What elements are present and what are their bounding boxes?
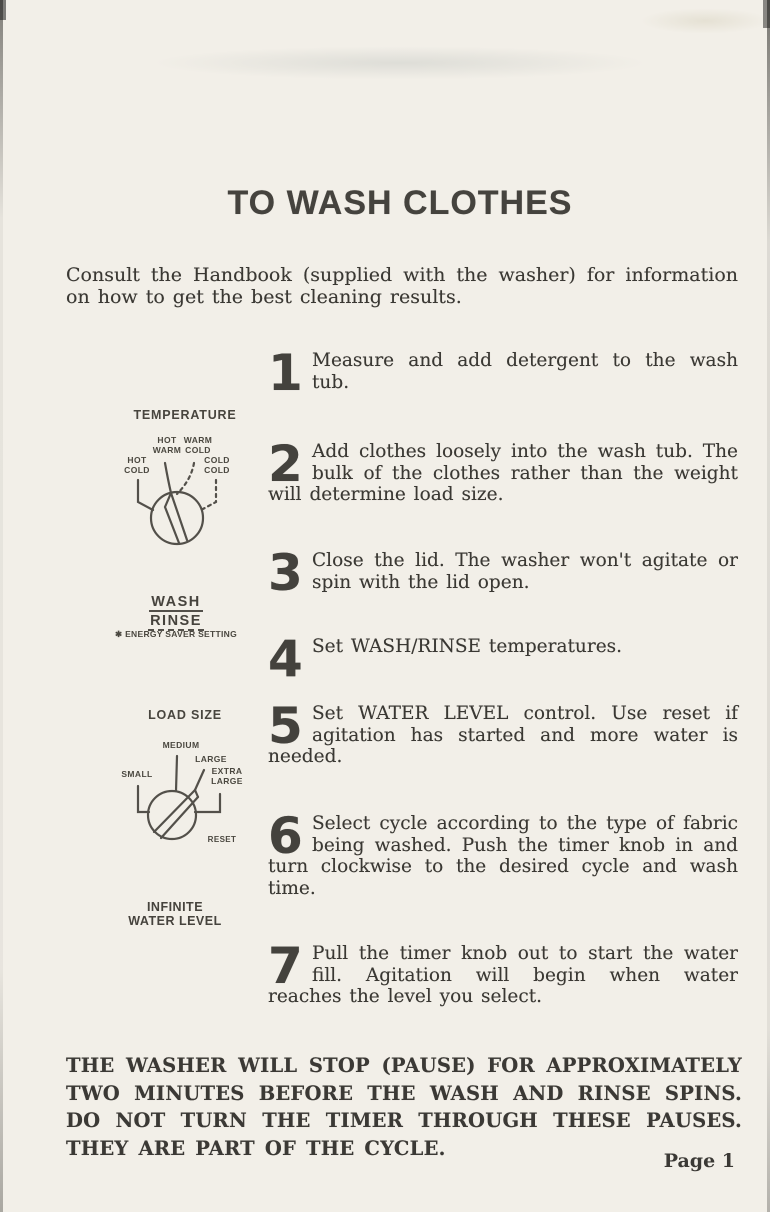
step-4: [268, 630, 738, 688]
step-5: [268, 697, 738, 768]
step-2-number: 2: [268, 435, 303, 493]
page-title: TO WASH CLOTHES: [227, 184, 573, 222]
asterisk-icon: ✱: [114, 629, 123, 639]
temp-label-line: COLD: [124, 464, 150, 475]
scan-smudge: [640, 8, 770, 34]
load-label-medium: MEDIUM: [162, 740, 200, 750]
step-4-text: Set WASH/RINSE temperatures.: [312, 636, 623, 657]
load-size-knob-drawing: [100, 708, 270, 858]
load-label-small: SMALL: [121, 769, 153, 779]
step-6-text: Select cycle according to the type of fabric being washed. Push the timer knob in and turn clockwise to the desired cycle and wash time.: [268, 813, 738, 899]
step-6-number: 6: [268, 807, 303, 865]
load-pointer-line-small: [138, 786, 149, 812]
page-number: Page 1: [663, 1150, 735, 1172]
load-size-dial-diagram: [100, 708, 270, 858]
temp-label-line: HOT: [127, 455, 147, 465]
load-knob-indicator: [154, 790, 195, 832]
temp-knob-indicator: [165, 493, 179, 543]
load-label-reset: RESET: [207, 835, 237, 844]
caption-line: WATER LEVEL: [128, 913, 222, 928]
step-4-number: 4: [268, 630, 303, 688]
scan-edge-artifact: [0, 0, 3, 1212]
temp-pointer-line-cold-cold: [201, 480, 216, 510]
temp-label-line: COLD: [204, 464, 230, 475]
step-1-text: Measure and add detergent to the wash tub.: [312, 350, 738, 393]
step-5-text: Set WATER LEVEL control. Use reset if agitation has started and more water is needed.: [268, 703, 738, 767]
temp-pointer-line-warm-cold: [177, 463, 194, 494]
load-size-dial-title: LOAD SIZE: [148, 708, 222, 722]
temperature-dial-diagram: [95, 408, 275, 560]
temp-label-line: HOT: [157, 435, 177, 445]
wash-rinse-caption: [118, 593, 234, 631]
step-7-number: 7: [268, 937, 303, 995]
temp-label-line: COLD: [204, 455, 230, 465]
caption-line: INFINITE: [146, 900, 204, 914]
temperature-dial-title: TEMPERATURE: [133, 408, 237, 422]
pause-warning-paragraph: THE WASHER WILL STOP (PAUSE) FOR APPROXIMATELY TWO MINUTES BEFORE THE WASH AND RINSE SPINS. DO NOT TURN THE TIMER THROUGH THESE PAUSES. THEY ARE PART OF THE CYCLE.: [66, 1054, 742, 1160]
step-3: [268, 544, 738, 602]
step-1-number: 1: [268, 344, 303, 402]
infinite-water-level-caption: [100, 901, 250, 928]
intro-paragraph: Consult the Handbook (supplied with the washer) for information on how to get the best cleaning results.: [66, 264, 738, 308]
load-label-line: LARGE: [211, 775, 243, 786]
temp-pointer-line-hot-warm: [165, 463, 171, 493]
rinse-label: RINSE: [150, 613, 202, 629]
step-2: [268, 435, 738, 506]
temp-pointer-line-hot-cold: [138, 480, 153, 510]
load-pointer-line-medium: [176, 756, 177, 791]
temperature-dial-knob-drawing: [95, 408, 275, 560]
energy-saver-note: [100, 629, 252, 640]
temp-knob-indicator: [171, 493, 187, 540]
step-7-text: Pull the timer knob out to start the water fill. Agitation will begin when water reaches the level you select.: [268, 943, 738, 1007]
step-2-text: Add clothes loosely into the wash tub. The bulk of the clothes rather than the weight will determine load size.: [268, 441, 738, 505]
step-3-text: Close the lid. The washer won't agitate or spin with the lid open.: [312, 550, 738, 593]
step-7: [268, 937, 738, 1008]
wash-label: WASH: [151, 594, 201, 610]
step-1: [268, 344, 738, 402]
load-knob-indicator: [195, 790, 198, 797]
temp-label-line: WARM: [183, 435, 213, 445]
load-pointer-line-large: [195, 770, 204, 790]
load-label-line: EXTRA: [211, 766, 243, 776]
step-6: [268, 807, 738, 899]
scan-corner-mark: [763, 0, 770, 28]
scan-smudge: [150, 46, 650, 80]
load-knob-indicator: [161, 797, 198, 838]
temp-label-line: WARM: [152, 444, 182, 455]
energy-saver-text: ENERGY SAVER SETTING: [125, 629, 238, 639]
scan-corner-mark: [0, 0, 6, 20]
step-5-number: 5: [268, 697, 303, 755]
load-label-large: LARGE: [195, 754, 227, 764]
step-3-number: 3: [268, 544, 303, 602]
temp-label-line: COLD: [185, 444, 211, 455]
